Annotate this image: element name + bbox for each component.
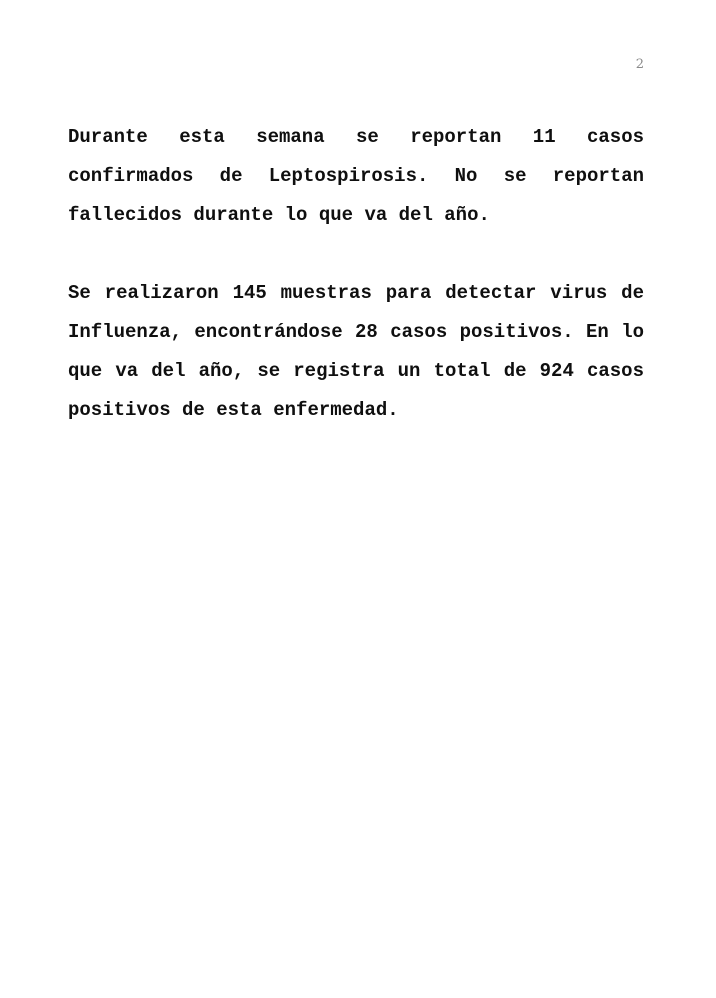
paragraph-influenza: Se realizaron 145 muestras para detectar virus de Influenza, encontrándose 28 casos positivos. En lo que va del año, se registra un total de 924 casos positivos de esta enfermedad. <box>68 282 644 421</box>
paragraph-leptospirosis: Durante esta semana se reportan 11 casos confirmados de Leptospirosis. No se reportan fallecidos durante lo que va del año. <box>68 126 644 226</box>
page-number: 2 <box>635 57 644 72</box>
document-body <box>68 118 644 469</box>
